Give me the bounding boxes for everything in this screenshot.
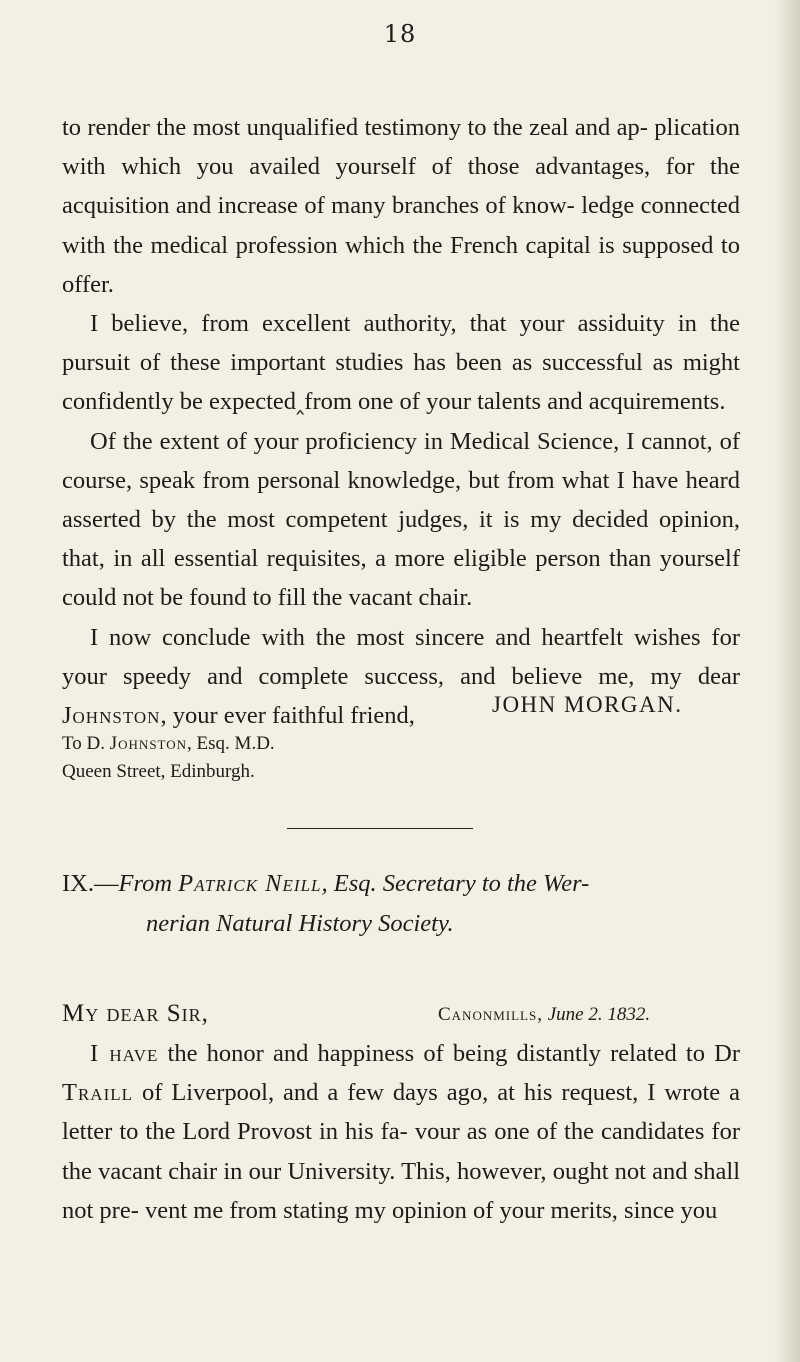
dateline <box>438 1004 650 1026</box>
heading-from: From <box>118 870 173 897</box>
letter-heading <box>62 864 762 944</box>
salutation: My dear Sir, <box>62 1000 209 1027</box>
page-number: 18 <box>383 20 417 48</box>
signature: JOHN MORGAN. <box>492 692 683 717</box>
paragraph: Of the extent of your proficiency in Medical Science, I cannot, of course, speak from personal knowledge, but from what I have heard asserted by the most competent judges, it is my decided opinion, that, in all essential requisites, a more eligible person than yourself could not be found to fill the vacant chair. <box>62 427 740 612</box>
paragraph-text: of Liverpool, and a few days ago, at his request, I wrote a letter to the Lord Provost in his fa- vour as one of the candidates for the vacant chair in our University. This, however, ought not and shall not pre- vent me from stating my opinion of your merits, since you <box>62 1079 740 1224</box>
letter-body <box>62 1034 740 1230</box>
letter-body <box>62 108 740 735</box>
heading-title: , Esq. Secretary to the Wer- <box>321 870 590 897</box>
page-edge-shadow <box>774 0 800 1362</box>
paragraph: I believe, from excellent authority, that your assiduity in the pursuit of these important studies has been as successful as might confidently be expected‸from one of your talents and acquirements. <box>62 310 740 416</box>
heading-title-continued: nerian Natural History Society. <box>146 910 454 937</box>
addressee-prefix: To D. <box>62 733 106 754</box>
paragraph-text: the honor and happiness of being distantly related to Dr <box>158 1040 740 1067</box>
heading-name: Patrick Neill <box>178 870 322 897</box>
addressee-suffix: , Esq. M.D. <box>187 733 275 754</box>
addressee-line <box>62 733 275 755</box>
person-name: Traill <box>62 1079 134 1107</box>
paragraph-text: , your ever faithful friend, <box>160 702 415 730</box>
paragraph-lead: I have <box>90 1040 159 1067</box>
paragraph: to render the most unqualified testimony to the zeal and ap- plication with which you availed yourself of those advantages, for the acquisition and increase of many branches of know- ledge connected with the medical profession which the French capital is supposed to offer. <box>62 114 740 298</box>
heading-number: IX.— <box>62 870 119 897</box>
recipient-name: Johnston <box>62 702 161 730</box>
date-place: Canonmills, <box>438 1004 543 1025</box>
addressee-address: Queen Street, Edinburgh. <box>62 761 255 782</box>
paragraph <box>62 1034 740 1230</box>
date-value: June 2. 1832. <box>547 1004 651 1025</box>
section-divider <box>287 828 473 829</box>
paragraph-text: I now conclude with the most sincere and heartfelt wishes for your speedy and complete success, and believe me, my dear <box>62 623 740 690</box>
addressee-name: Johnston <box>109 733 188 754</box>
